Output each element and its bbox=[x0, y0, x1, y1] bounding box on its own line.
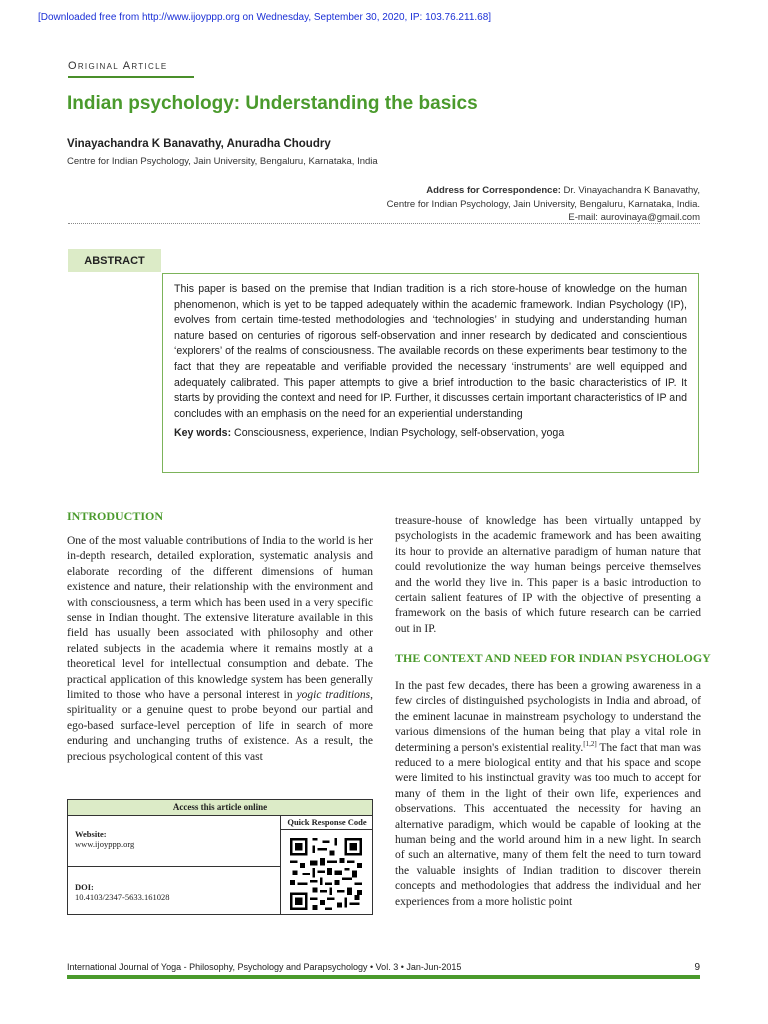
keywords-label: Key words: bbox=[174, 427, 232, 440]
affiliation: Centre for Indian Psychology, Jain University, Bengaluru, Karnataka, India bbox=[67, 156, 378, 167]
citation-superscript: [1,2] bbox=[583, 739, 597, 748]
access-article-box bbox=[67, 799, 373, 915]
dotted-divider bbox=[68, 223, 700, 224]
correspondence-line1: Dr. Vinayachandra K Banavathy, bbox=[560, 185, 700, 196]
page-number: 9 bbox=[694, 962, 700, 973]
correspondence-line2: Centre for Indian Psychology, Jain University, Bengaluru, Karnataka, India. bbox=[386, 198, 700, 210]
authors: Vinayachandra K Banavathy, Anuradha Choudry bbox=[67, 138, 331, 150]
context-text-part1: In the past few decades, there has been a growing awareness in a few circles of distinguished psychologists in India and abroad, of the eminent lacunae in mainstream psychology to understand the various dimensions of the human being that play a vital role in determining a person's existential reality. bbox=[395, 680, 701, 754]
journal-footer: International Journal of Yoga - Philosophy, Psychology and Parapsychology • Vol. 3 • Jan-Jun-2015 bbox=[67, 962, 462, 972]
article-type-underline bbox=[68, 76, 194, 78]
footer-rule bbox=[67, 975, 700, 979]
abstract-label: ABSTRACT bbox=[68, 249, 161, 272]
website-label: Website: bbox=[75, 829, 107, 839]
download-note: [Downloaded free from http://www.ijoyppp.org on Wednesday, September 30, 2020, IP: 103.76.211.68] bbox=[38, 12, 492, 23]
correspondence-email: E-mail: aurovinaya@gmail.com bbox=[568, 212, 700, 224]
abstract-box bbox=[162, 273, 699, 473]
context-text-part2: The fact that man was reduced to a mere biological entity and that his space and scope were limited to his instinctual gravity was too much to accept for many of them in the light of their own life, experiences and observations. This accentuated the necessity for having an alternative paradigm, which would be capable of looking at the human being and the world around him in a new light. In search of such an alternative, many of them felt the need to turn toward the valuable insights of Indian tradition to discover therein concepts and methodologies that address the individual and her experiences from a more holistic point bbox=[395, 741, 701, 908]
right-column-paragraph-1: treasure-house of knowledge has been virtually untapped by psychologists in the academic framework and has been awaiting its hour to provide an alternative paradigm of human nature that could revolutionize the way human beings perceive themselves and the world they live in. This paper is a basic introduction to certain salient features of IP with the objective of presenting a framework on the basis of which future research can be carried out in IP. bbox=[395, 515, 701, 635]
intro-text-part2: , spirituality or a genuine quest to probe beyond our partial and ego-based surface-level perception of life in search of more enduring and unchanging truths of existence. As a result, the precious psychological content of this vast bbox=[67, 689, 374, 763]
intro-italic-term: yogic traditions bbox=[296, 689, 371, 702]
context-heading: THE CONTEXT AND NEED FOR INDIAN PSYCHOLOGY bbox=[395, 651, 711, 665]
keywords bbox=[174, 426, 687, 442]
website-link[interactable]: www.ijoyppp.org bbox=[75, 839, 135, 849]
correspondence-label: Address for Correspondence: bbox=[426, 185, 561, 196]
intro-text-part1: One of the most valuable contributions of India to the world is her in-depth research, detailed exploration, systematic analysis and elaborate recording of the different dimensions of human existence and nature, their relationship with the environment and with consciousness, a term which has been used in a very specific sense in Indian thought. The extensive literature available in this field has usually been associated with philosophy and other related subjects in the academia where it remains mostly at a theoretical level for intellectual consumption and debate. The practical application of this knowledge system has been generally limited to those who have a personal interest in bbox=[67, 535, 373, 702]
doi-label: DOI: bbox=[75, 882, 94, 892]
introduction-paragraph bbox=[67, 534, 373, 765]
qr-code-icon bbox=[290, 838, 362, 910]
introduction-heading: INTRODUCTION bbox=[67, 509, 164, 523]
doi-value: 10.4103/2347-5633.161028 bbox=[75, 892, 170, 902]
keywords-text: Consciousness, experience, Indian Psychology, self-observation, yoga bbox=[231, 427, 565, 440]
article-type: Original Article bbox=[68, 60, 168, 72]
qr-label: Quick Response Code bbox=[281, 815, 373, 830]
access-header: Access this article online bbox=[68, 800, 372, 816]
doi-cell bbox=[68, 867, 281, 915]
article-title: Indian psychology: Understanding the basics bbox=[67, 93, 478, 114]
correspondence bbox=[280, 184, 700, 225]
website-cell bbox=[68, 815, 281, 867]
context-paragraph bbox=[395, 679, 701, 910]
abstract-text: This paper is based on the premise that Indian tradition is a rich store-house of knowledge on the human phenomenon, which is yet to be tapped adequately within the academic framework. Indian Psychology (IP), evolves from certain time-tested methodologies and ‘technologies’ in studying and understanding human nature based on centuries of rigorous self-observation and inner research by dedicated and conscientious ‘explorers’ of the realms of consciousness. The available records on these experiments bear testimony to the fact that they are repeatable and verifiable provided the necessary ‘instruments’ are well equipped and adequately calibrated. This paper attempts to give a brief introduction to the basic characteristics of IP. It starts by providing the context and need for IP. Further, it discusses certain important characteristics of IP and concludes with an emphasis on the need for an experiential understanding bbox=[174, 283, 687, 420]
